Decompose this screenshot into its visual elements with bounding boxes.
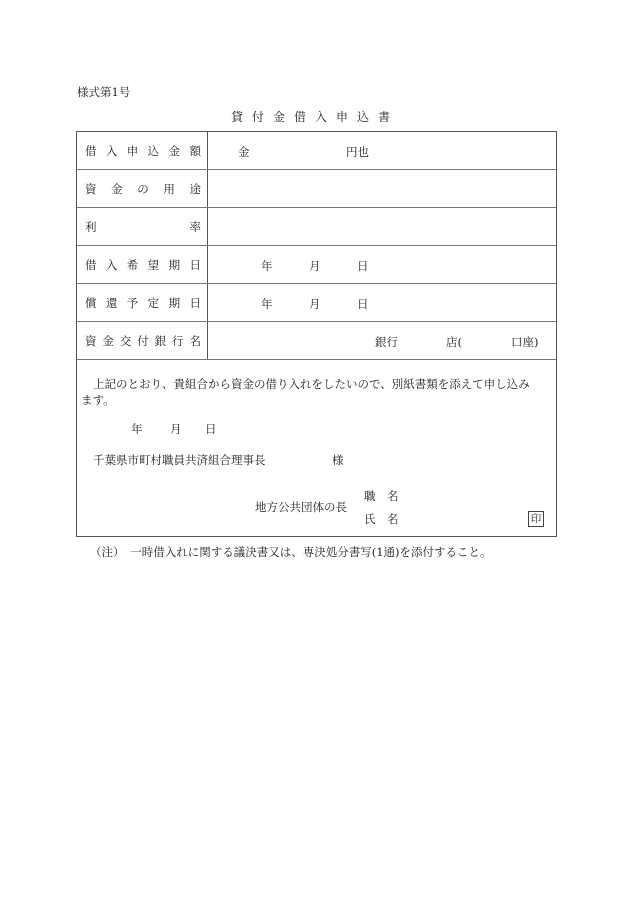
label-char: 利: [85, 219, 97, 234]
row-interest-rate: [77, 208, 556, 246]
label-char: 額: [189, 143, 201, 158]
row-desired-borrow-date: [77, 246, 556, 284]
row-fund-purpose: [77, 170, 556, 208]
application-statement: [77, 360, 556, 536]
honorific: 様: [332, 453, 344, 467]
row-repayment-date: [77, 284, 556, 322]
row-loan-amount: [77, 132, 556, 170]
label-char: 還: [105, 295, 118, 310]
label-interest-rate: [77, 208, 208, 245]
label-char: 借: [85, 257, 97, 272]
day-label: 日: [357, 297, 369, 311]
label-char: 用: [163, 181, 175, 196]
year-label: 年: [261, 259, 273, 273]
label-char: 入: [105, 257, 118, 272]
field-interest-rate[interactable]: [208, 208, 556, 245]
label-char: 行: [172, 333, 184, 348]
addressee: 千葉県市町村職員共済組合理事長: [93, 453, 266, 467]
label-char: 期: [168, 257, 181, 272]
date-day-label: 日: [205, 422, 217, 436]
label-char: 付: [137, 333, 149, 348]
application-form-table: [76, 131, 557, 537]
document-title: 貸付金借入申込書: [230, 110, 399, 124]
statement-line-2: ます。: [81, 393, 115, 407]
field-loan-amount[interactable]: [208, 132, 556, 169]
label-char: 交: [119, 333, 132, 348]
field-fund-purpose[interactable]: [208, 170, 556, 207]
footnote: （注） 一時借入れに関する議決書又は、専決処分書写(1通)を添付すること。: [90, 545, 492, 559]
row-bank-name: [77, 322, 556, 360]
statement-line-1: 上記のとおり、貴組合から資金の借り入れをしたいので、別紙書類を添えて申し込み: [93, 377, 530, 391]
branch-suffix: 店(: [446, 335, 462, 349]
label-char: 申: [126, 143, 139, 158]
label-char: 込: [147, 143, 160, 158]
label-char: 銀: [154, 333, 167, 348]
label-char: 途: [189, 181, 201, 196]
label-char: 金: [111, 181, 123, 196]
date-year-label: 年: [131, 422, 143, 436]
label-char: 資: [85, 333, 97, 348]
label-char: 入: [105, 143, 118, 158]
label-char: 率: [189, 219, 201, 234]
label-fund-purpose: [77, 170, 208, 207]
label-char: 期: [168, 295, 181, 310]
label-char: 望: [147, 257, 160, 272]
month-label: 月: [309, 259, 321, 273]
name-label: 氏 名: [364, 512, 399, 526]
label-char: 定: [147, 295, 160, 310]
label-char: 資: [85, 181, 97, 196]
bank-suffix: 銀行: [375, 335, 398, 349]
label-loan-amount: [77, 132, 208, 169]
label-char: 借: [85, 143, 97, 158]
month-label: 月: [309, 297, 321, 311]
label-desired-borrow-date: [77, 246, 208, 283]
label-char: 金: [102, 333, 114, 348]
day-label: 日: [357, 259, 369, 273]
field-bank-name[interactable]: [208, 322, 556, 359]
label-char: 予: [126, 295, 139, 310]
field-desired-borrow-date[interactable]: [208, 246, 556, 283]
label-char: 償: [85, 295, 97, 310]
seal-stamp-box: 印: [528, 511, 544, 527]
label-char: 日: [189, 257, 201, 272]
applicant-label: 地方公共団体の長: [255, 500, 347, 514]
form-number: 様式第1号: [77, 85, 131, 99]
label-bank-name: [77, 322, 208, 359]
label-char: 日: [189, 295, 201, 310]
account-suffix: 口座): [511, 335, 539, 349]
date-month-label: 月: [170, 422, 182, 436]
field-repayment-date[interactable]: [208, 284, 556, 321]
label-char: 名: [189, 333, 201, 348]
currency-suffix: 円也: [346, 145, 369, 159]
label-char: 希: [126, 257, 139, 272]
currency-prefix: 金: [238, 145, 250, 159]
label-char: 金: [168, 143, 181, 158]
label-repayment-date: [77, 284, 208, 321]
year-label: 年: [261, 297, 273, 311]
position-label: 職 名: [364, 489, 399, 503]
label-char: の: [137, 181, 149, 196]
